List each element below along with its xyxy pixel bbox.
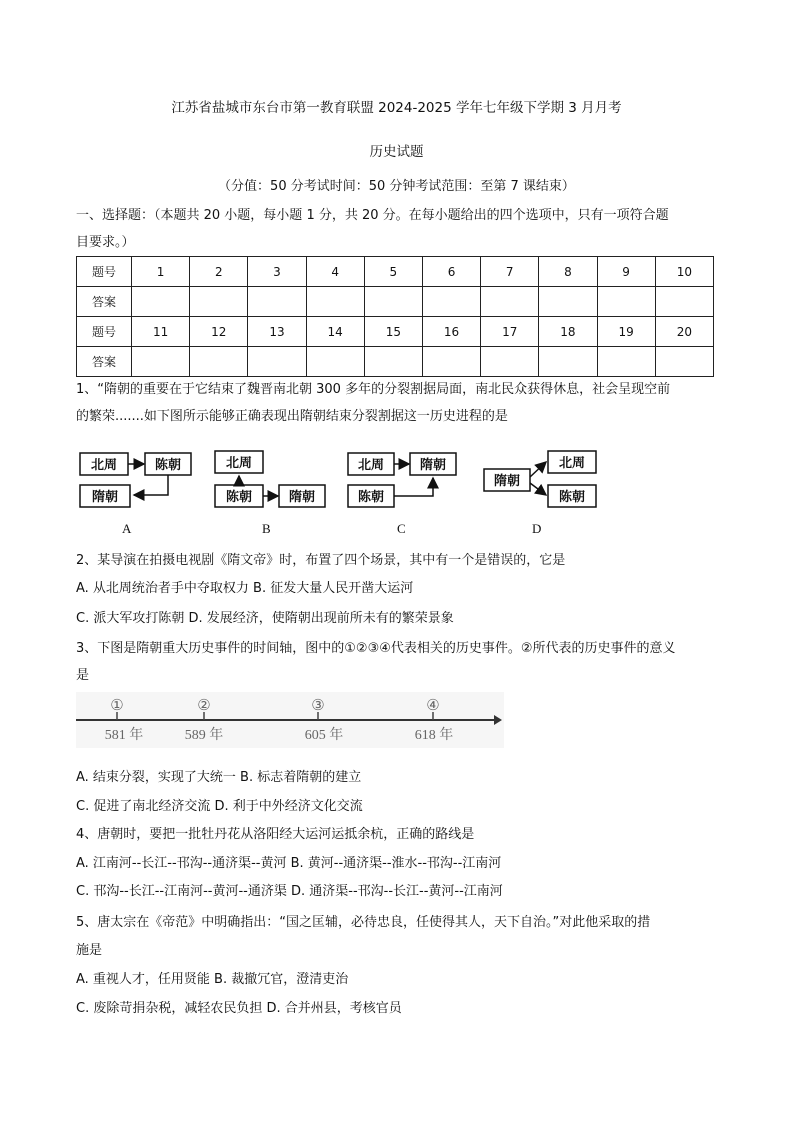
option-b-diagram xyxy=(215,451,325,536)
number-cell: 9 xyxy=(597,257,655,287)
q2-options-ab: A. 从北周统治者手中夺取权力 B. 征发大量人民开凿大运河 xyxy=(76,581,414,596)
number-cell: 8 xyxy=(539,257,597,287)
q4-options-ab: A. 江南河--长江--邗沟--通济渠--黄河 B. 黄河--通济渠--淮水--邗沟--江南河 xyxy=(76,856,502,871)
q4-stem: 4、唐朝时，要把一批牡丹花从洛阳经大运河运抵余杭，正确的路线是 xyxy=(76,827,475,842)
event-marker: ③ xyxy=(311,698,325,714)
number-cell: 4 xyxy=(306,257,364,287)
event-marker: ① xyxy=(110,698,124,714)
q5-options-cd: C. 废除苛捐杂税，减轻农民负担 D. 合并州县，考核官员 xyxy=(76,1001,402,1016)
answer-cell[interactable] xyxy=(539,287,597,317)
year-label: 605 年 xyxy=(304,728,344,743)
diagram-box: 陈朝 xyxy=(357,490,385,505)
number-cell: 1 xyxy=(132,257,190,287)
diagram-box: 隋朝 xyxy=(419,458,447,473)
option-c-diagram xyxy=(348,453,456,536)
label-number: 题号 xyxy=(77,317,132,347)
q3-options-ab: A. 结束分裂，实现了大统一 B. 标志着隋朝的建立 xyxy=(76,770,362,785)
q3-stem-line2: 是 xyxy=(76,668,90,683)
exam-title: 江苏省盐城市东台市第一教育联盟 2024-2025 学年七年级下学期 3 月月考 xyxy=(171,100,622,116)
number-cell: 7 xyxy=(481,257,539,287)
diagram-box: 陈朝 xyxy=(225,490,253,505)
number-cell: 17 xyxy=(481,317,539,347)
option-letter: D xyxy=(532,521,542,536)
event-marker: ② xyxy=(197,698,211,714)
number-cell: 10 xyxy=(655,257,713,287)
q1-stem-line1: 1、“隋朝的重要在于它结束了魏晋南北朝 300 多年的分裂割据局面，南北民众获得休息，社会呈现空前 xyxy=(76,382,671,397)
number-cell: 18 xyxy=(539,317,597,347)
option-letter: C xyxy=(397,521,406,536)
q2-stem: 2、某导演在拍摄电视剧《隋文帝》时，布置了四个场景，其中有一个是错误的，它是 xyxy=(76,553,566,568)
q3-timeline xyxy=(76,692,504,748)
q1-diagram xyxy=(70,445,610,540)
exam-info: （分值：50 分考试时间：50 分钟考试范围：至第 7 课结束） xyxy=(218,179,575,194)
label-answer: 答案 xyxy=(77,287,132,317)
table-row xyxy=(77,257,714,287)
table-row xyxy=(77,317,714,347)
answer-cell[interactable] xyxy=(132,347,190,377)
diagram-box: 北周 xyxy=(225,456,253,471)
label-number: 题号 xyxy=(77,257,132,287)
answer-cell[interactable] xyxy=(364,347,422,377)
answer-cell[interactable] xyxy=(422,347,480,377)
section-intro-line1: 一、选择题：（本题共 20 小题，每小题 1 分，共 20 分。在每小题给出的四个选项中，只有一项符合题 xyxy=(76,208,669,223)
diagram-box: 隋朝 xyxy=(288,490,316,505)
number-cell: 13 xyxy=(248,317,306,347)
q3-options-cd: C. 促进了南北经济交流 D. 利于中外经济文化交流 xyxy=(76,799,363,814)
answer-cell[interactable] xyxy=(306,287,364,317)
diagram-box: 北周 xyxy=(558,456,586,471)
number-cell: 16 xyxy=(422,317,480,347)
diagram-box: 隋朝 xyxy=(91,490,119,505)
section-intro-line2: 目要求。） xyxy=(76,235,135,250)
number-cell: 20 xyxy=(655,317,713,347)
diagram-box: 北周 xyxy=(357,458,385,473)
q1-stem-line2: 的繁荣.......如下图所示能够正确表现出隋朝结束分裂割据这一历史进程的是 xyxy=(76,409,508,424)
q5-stem-line1: 5、唐太宗在《帝范》中明确指出：“国之匡辅，必待忠良，任使得其人，天下自治。”对此他采取的措 xyxy=(76,915,651,930)
diagram-box: 陈朝 xyxy=(558,490,586,505)
number-cell: 12 xyxy=(190,317,248,347)
diagram-box: 隋朝 xyxy=(493,474,521,489)
answer-cell[interactable] xyxy=(248,287,306,317)
diagram-box: 陈朝 xyxy=(154,458,182,473)
number-cell: 11 xyxy=(132,317,190,347)
q2-options-cd: C. 派大军攻打陈朝 D. 发展经济，使隋朝出现前所未有的繁荣景象 xyxy=(76,611,454,626)
number-cell: 2 xyxy=(190,257,248,287)
answer-cell[interactable] xyxy=(481,287,539,317)
answer-cell[interactable] xyxy=(306,347,364,377)
option-letter: B xyxy=(262,521,271,536)
subject-title: 历史试题 xyxy=(369,144,424,160)
number-cell: 3 xyxy=(248,257,306,287)
number-cell: 15 xyxy=(364,317,422,347)
answer-cell[interactable] xyxy=(655,347,713,377)
q5-options-ab: A. 重视人才，任用贤能 B. 裁撤冗官，澄清吏治 xyxy=(76,972,349,987)
year-label: 581 年 xyxy=(104,728,144,743)
number-cell: 14 xyxy=(306,317,364,347)
q5-stem-line2: 施是 xyxy=(76,943,103,958)
answer-cell[interactable] xyxy=(481,347,539,377)
answer-cell[interactable] xyxy=(248,347,306,377)
label-answer: 答案 xyxy=(77,347,132,377)
answer-cell[interactable] xyxy=(190,347,248,377)
answer-cell[interactable] xyxy=(539,347,597,377)
answer-cell[interactable] xyxy=(364,287,422,317)
answer-table xyxy=(76,256,714,377)
event-marker: ④ xyxy=(426,698,440,714)
answer-cell[interactable] xyxy=(190,287,248,317)
answer-cell[interactable] xyxy=(597,347,655,377)
option-letter: A xyxy=(122,521,132,536)
number-cell: 5 xyxy=(364,257,422,287)
option-a-diagram xyxy=(80,453,191,536)
answer-cell[interactable] xyxy=(597,287,655,317)
year-label: 618 年 xyxy=(414,728,454,743)
number-cell: 6 xyxy=(422,257,480,287)
answer-cell[interactable] xyxy=(422,287,480,317)
table-row xyxy=(77,287,714,317)
number-cell: 19 xyxy=(597,317,655,347)
option-d-diagram xyxy=(484,451,596,536)
diagram-box: 北周 xyxy=(90,458,118,473)
q4-options-cd: C. 邗沟--长江--江南河--黄河--通济渠 D. 通济渠--邗沟--长江--黄河--江南河 xyxy=(76,884,503,899)
answer-cell[interactable] xyxy=(655,287,713,317)
table-row xyxy=(77,347,714,377)
answer-cell[interactable] xyxy=(132,287,190,317)
year-label: 589 年 xyxy=(184,728,224,743)
q3-stem-line1: 3、下图是隋朝重大历史事件的时间轴，图中的①②③④代表相关的历史事件。②所代表的历史事件的意义 xyxy=(76,641,676,656)
